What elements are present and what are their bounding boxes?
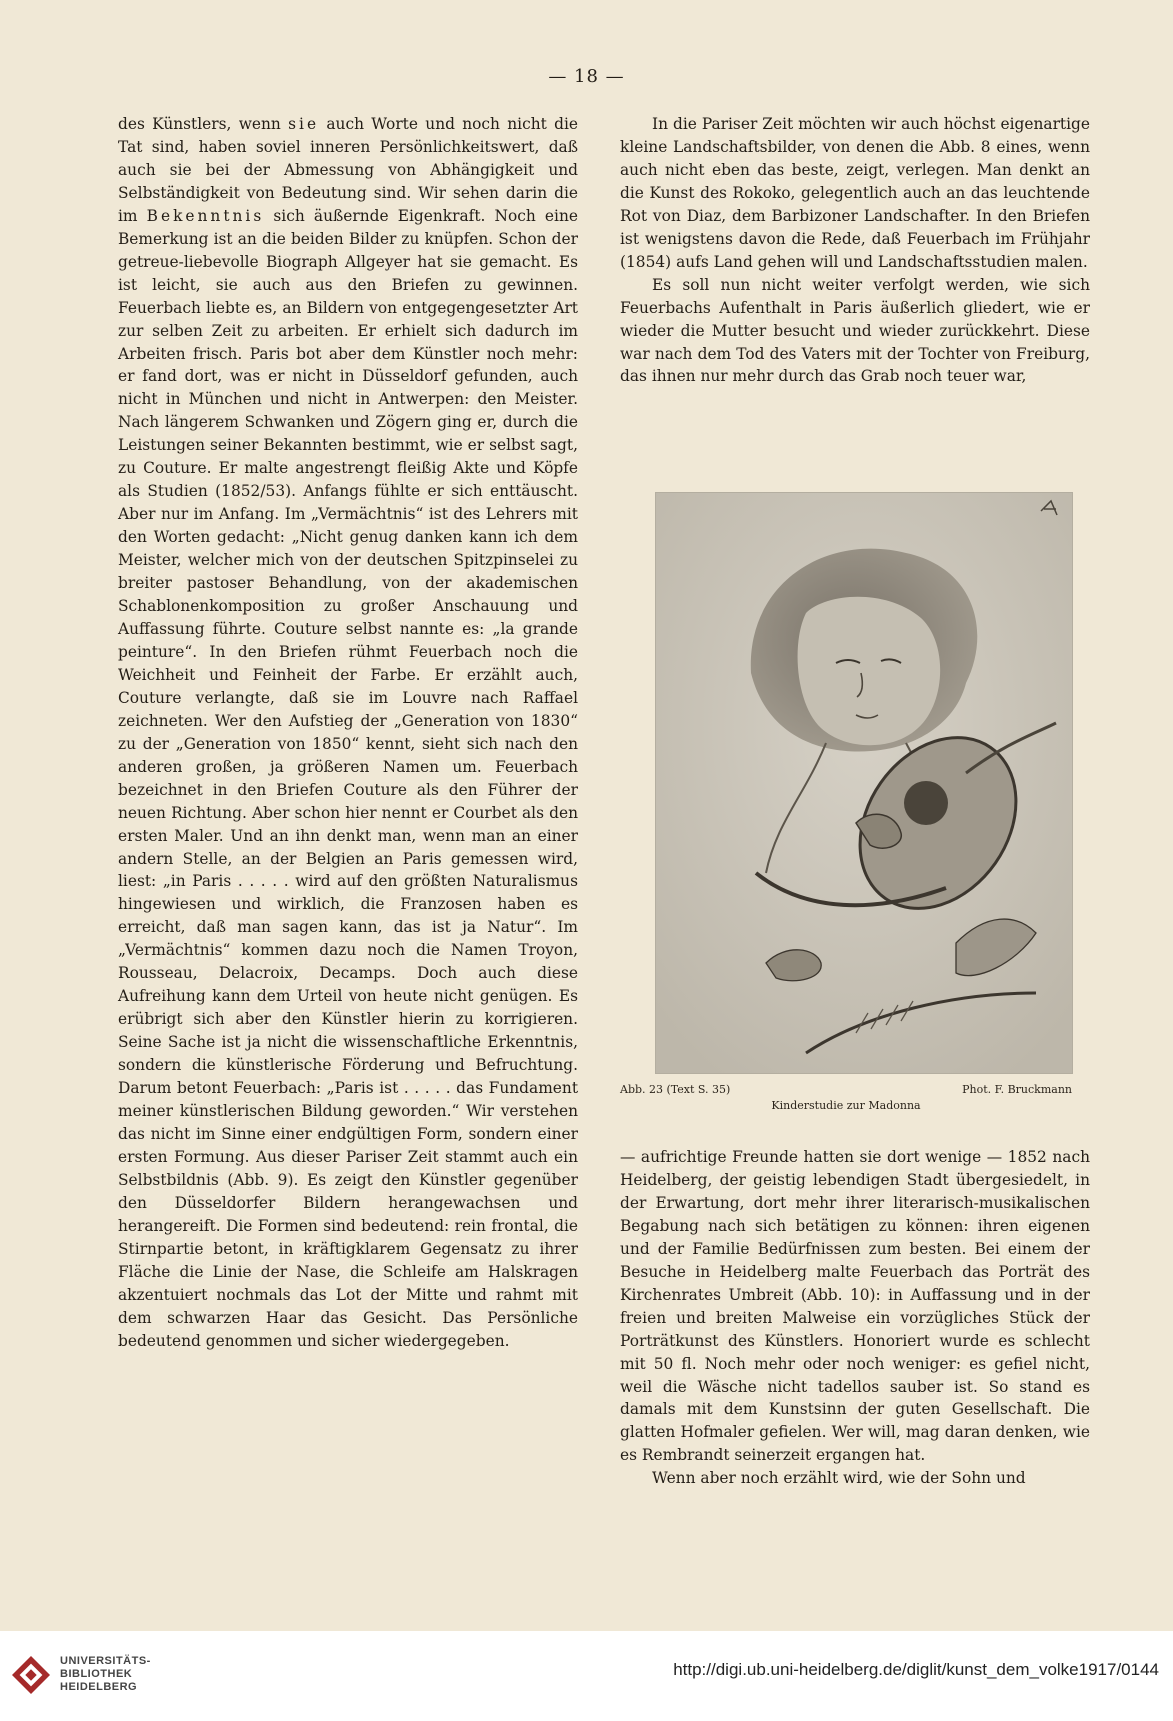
paragraph: — aufrichtige Freunde hatten sie dort wenige — 1852 nach Heidelberg, der geistig lebendigen Stadt übergesiedelt, in der Erwartung, dort mehr ihrer literarisch-musikalischen Begabung nach sich betätigen zu können: ihren eigenen und der Familie Bedürfnissen zum besten. Bei einem der Besuche in Heidelberg malte Feuerbach das Porträt des Kirchenrates Umbreit (Abb. 10): in Auffassung und in der freien und breiten Malweise ein vorzügliches Stück der Porträtkunst des Künstlers. Honoriert wurde es schlecht mit 50 fl. Noch mehr oder noch weniger: es gefiel nicht, weil die Wäsche nicht tadellos sauber ist. So stand es damals mit dem Kunstsinn der guten Gesellschaft. Die glatten Hofmaler gefielen. Wer will, mag daran denken, wie es Rembrandt seinerzeit ergangen hat. [620,1148,1090,1465]
figure-title: Kinderstudie zur Madonna [771,1099,921,1112]
drawing-image [656,493,1072,1073]
page-number: — 18 — [548,66,625,87]
figure-label: Abb. 23 (Text S. 35) [620,1083,731,1096]
left-text-column [118,113,578,1352]
right-text-column-bottom [620,1146,1090,1490]
library-name: UNIVERSITÄTS- BIBLIOTHEK HEIDELBERG [60,1655,151,1693]
photo-credit: Phot. F. Bruckmann [962,1083,1072,1096]
emphasized-word: sie [288,115,320,133]
paragraph: In die Pariser Zeit möchten wir auch höchst eigenartige kleine Landschaftsbilder, von denen die Abb. 8 eines, wenn auch nicht eben das beste, zeigt, verlegen. Man denkt an die Kunst des Rokoko, gelegentlich auch an das leuchtende Rot von Diaz, dem Barbizoner Landschafter. In den Briefen ist wenigstens davon die Rede, daß Feuerbach im Frühjahr (1854) aufs Land gehen will und Landschaftsstudien malen. [620,115,1090,271]
paragraph: Wenn aber noch erzählt wird, wie der Sohn und [652,1469,1026,1488]
figure-caption [620,1083,1072,1112]
emphasized-word: Bekenntnis [146,206,265,225]
library-logo[interactable] [12,1655,151,1694]
right-text-column-top [620,113,1090,388]
figure-child-study-drawing [655,492,1073,1074]
paragraph: Es soll nun nicht weiter verfolgt werden, wie sich Feuerbachs Aufenthalt in Paris äußerlich gliedert, wie er wieder die Mutter besucht und wieder zurückkehrt. Diese war nach dem Tod des Vaters mit der Tochter von Freiburg, das ihnen nur mehr durch das Grab noch teuer war, [620,275,1090,386]
paragraph: des Künstlers, wenn sie auch Worte und noch nicht die Tat sind, haben soviel inneren Persönlichkeitswert, daß auch sie bei der Abmessung von Abhängigkeit und Selbständigkeit von Bedeutung sind. Wir sehen darin die im Bekenntnis sich äußernde Eigenkraft. Noch eine Bemerkung ist an die beiden Bilder zu knüpfen. Schon der getreue-liebevolle Biograph Allgeyer hat sie gemacht. Es ist leicht, sie auch aus den Briefen zu gewinnen. Feuerbach liebte es, an Bildern von entgegengesetzter Art zur selben Zeit zu arbeiten. Er erhielt sich dadurch im Arbeiten frisch. Paris bot aber dem Künstler noch mehr: er fand dort, was er nicht in Düsseldorf gefunden, auch nicht in München und nicht in Antwerpen: den Meister. Nach längerem Schwanken und Zögern ging er, durch die Leistungen seiner Bekannten bestimmt, wie er selbst sagt, zu Couture. Er malte angestrengt fleißig Akte und Köpfe als Studien (1852/53). Anfangs fühlte er sich enttäuscht. Aber nur im Anfang. Im „Vermächtnis“ ist des Lehrers mit den Worten gedacht: „Nicht genug danken kann ich dem Meister, welcher mich von der deutschen Spitzpinselei zu breiter pastoser Behandlung, von der akademischen Schablonenkomposition zu großer Anschauung und Auffassung führte. Couture selbst nannte es: „la grande peinture“. In den Briefen rühmt Feuerbach noch die Weichheit und Feinheit der Farbe. Er erzählt auch, Couture verlangte, daß sie im Louvre nach Raffael zeichneten. Wer den Aufstieg der „Generation von 1830“ zu der „Generation von 1850“ kennt, sieht sich nach den anderen großen, ja größeren Namen um. Feuerbach bezeichnet in den Briefen Couture als den Führer der neuen Richtung. Aber schon hier nennt er Courbet als den ersten Maler. Und an ihn denkt man, wenn man an einer andern Stelle, an der Belgien an Paris gemessen wird, liest: „in Paris . . . . . wird auf den größten Naturalismus hingewiesen und wirklich, die Franzosen haben es erreicht, daß man sagen kann, das ist ja Natur“. Im „Vermächtnis“ kommen dazu noch die Namen Troyon, Rousseau, Delacroix, Decamps. Doch auch diese Aufreihung kann dem Urteil von heute nicht genügen. Es erübrigt sich aber den Künstler hierin zu korrigieren. Seine Sache ist ja nicht die wissenschaftliche Erkenntnis, sondern die künstlerische Förderung und Befruchtung. Darum betont Feuerbach: „Paris ist . . . . . das Fundament meiner künstlerischen Bildung geworden.“ Wir verstehen das nicht im Sinne einer endgültigen Form, sondern einer ersten Formung. Aus dieser Pariser Zeit stammt auch ein Selbstbildnis (Abb. 9). Es zeigt den Künstler gegenüber den Düsseldorfer Bildern herangewachsen und herangereift. Die Formen sind bedeutend: rein frontal, die Stirnpartie betont, in kräftigklarem Gegensatz zu ihrer Fläche die Linie der Nase, die Schleife am Halskragen akzentuiert nochmals das Lot der Mitte und rahmt mit dem schwarzen Haar das Gesicht. Das Persönliche bedeutend genommen und sicher wiedergegeben. [118,115,579,1350]
source-url-link[interactable]: http://digi.ub.uni-heidelberg.de/diglit/kunst_dem_volke1917/0144 [673,1660,1159,1679]
footer-bar [0,1631,1173,1721]
library-emblem-icon [12,1656,50,1694]
